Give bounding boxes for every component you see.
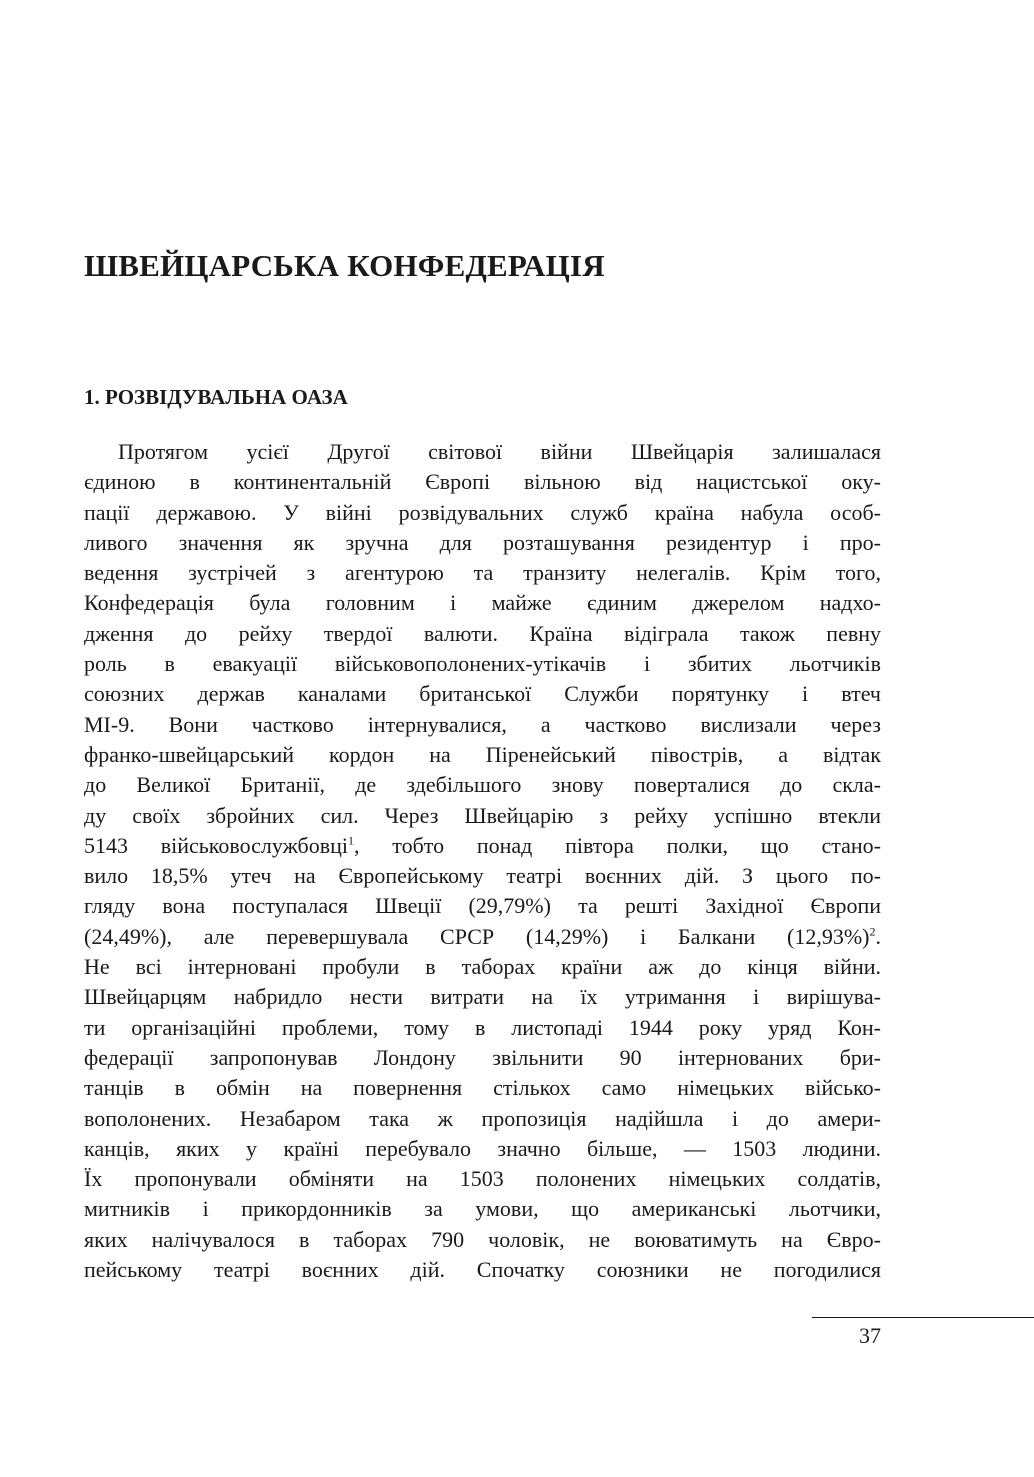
text-line: роль в евакуації військовополонених-утікачів і збитих льотчиків [84, 651, 881, 677]
section-heading: 1. РОЗВІДУВАЛЬНА ОАЗА [84, 385, 348, 409]
text-line: ду своїх збройних сил. Через Швейцарію з рейху успішно втекли [84, 802, 881, 828]
text-line: до Великої Британії, де здебільшого знову поверталися до скла- [84, 772, 881, 798]
text-line: канців, яких у країні перебувало значно більше, — 1503 людини. [84, 1135, 881, 1161]
text-line: митників і прикордонників за умови, що американські льотчики, [84, 1196, 881, 1222]
text-line: пейському театрі воєнних дій. Спочатку союзники не погодилися [84, 1257, 881, 1283]
text-fragment: , тобто понад півтора полки, що стано- [354, 832, 881, 858]
footer-divider [812, 1317, 1034, 1318]
text-line: МІ-9. Вони частково інтернувалися, а частково вислизали через [84, 711, 881, 737]
text-line-with-footnote [84, 922, 881, 952]
text-line: пації державою. У війні розвідувальних служб країна набула особ- [84, 499, 881, 525]
text-line: ти організаційні проблеми, тому в листопаді 1944 року уряд Кон- [84, 1014, 881, 1040]
chapter-title: ШВЕЙЦАРСЬКА КОНФЕДЕРАЦІЯ [84, 248, 605, 283]
text-line: Протягом усієї Другої світової війни Швейцарія залишалася [118, 439, 881, 464]
text-line: федерації запропонував Лондону звільнити 90 інтернованих бри- [84, 1044, 881, 1070]
footnote-ref-1[interactable]: 1 [348, 833, 354, 848]
text-line: єдиною в континентальній Європі вільною від нацистської оку- [84, 469, 881, 495]
text-line: Їх пропонували обміняти на 1503 полонених німецьких солдатів, [84, 1166, 881, 1192]
text-line: ведення зустрічей з агентурою та транзиту нелегалів. Крім того, [84, 560, 881, 586]
text-line-with-footnote [84, 831, 881, 861]
text-line: вило 18,5% утеч на Європейському театрі воєнних дій. З цього по- [84, 863, 881, 889]
body-paragraph [84, 437, 881, 1285]
text-line: вополонених. Незабаром така ж пропозиція надійшла і до амери- [84, 1105, 881, 1131]
text-line: яких налічувалося в таборах 790 чоловік, не воюватимуть на Євро- [84, 1226, 881, 1252]
text-fragment: (24,49%), але перевершувала СРСР (14,29%) і Балкани (12,93%) [84, 923, 870, 949]
text-line: Конфедерація була головним і майже єдиним джерелом надхо- [84, 590, 881, 616]
text-line: союзних держав каналами британської Служби порятунку і втеч [84, 681, 881, 707]
text-line: ливого значення як зручна для розташування резидентур і про- [84, 529, 881, 555]
text-line: дження до рейху твердої валюти. Країна відіграла також певну [84, 620, 881, 646]
text-line: гляду вона поступалася Швеції (29,79%) та решті Західної Європи [84, 893, 881, 919]
text-line: Не всі інтерновані пробули в таборах країни аж до кінця війни. [84, 954, 881, 980]
footnote-ref-2[interactable]: 2 [869, 924, 876, 939]
page-number: 37 [859, 1323, 881, 1348]
text-line: Швейцарцям набридло нести витрати на їх утримання і вирішува- [84, 984, 881, 1010]
text-line: франко-швейцарський кордон на Піренейський півострів, а відтак [84, 741, 881, 767]
text-line: танців в обмін на повернення стількох само німецьких військо- [84, 1075, 881, 1101]
text-fragment: . [875, 923, 881, 949]
text-fragment: 5143 військовослужбовці [84, 832, 348, 858]
